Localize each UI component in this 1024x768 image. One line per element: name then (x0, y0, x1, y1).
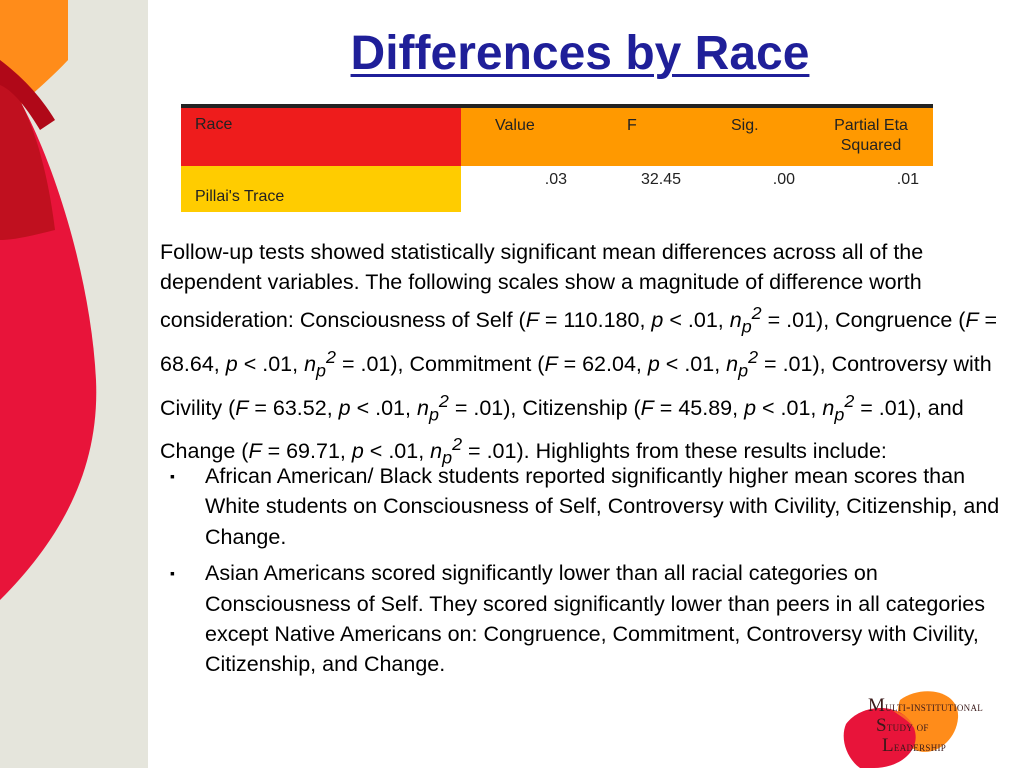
text-segment: = 62.04, (557, 351, 648, 376)
logo-line-1 (868, 696, 983, 716)
text-segment: < .01, (663, 307, 730, 332)
stat-symbol: n (726, 351, 739, 376)
stat-superscript: 2 (748, 346, 759, 367)
stat-symbol: F (248, 439, 262, 464)
text-segment: = 68.64, (160, 307, 998, 376)
stat-subscript: p (428, 403, 439, 424)
value-cell: .03 (544, 171, 567, 188)
logo-word: ulti-institutional (885, 699, 984, 714)
text-segment: = .01), Controversy with Civility ( (160, 351, 992, 420)
logo-line-2 (868, 716, 983, 736)
row-values-cell (461, 166, 933, 212)
stat-symbol: p (338, 395, 351, 420)
slide-title: Differences by Race (350, 27, 810, 80)
stat-superscript: 2 (751, 302, 762, 323)
text-segment: = 69.71, (261, 439, 352, 464)
stat-symbol: n (416, 395, 429, 420)
stat-symbol: F (235, 395, 249, 420)
text-segment: = .01), Congruence ( (761, 307, 966, 332)
logo-line-3 (868, 736, 983, 756)
text-segment: = .01), and Change ( (160, 395, 964, 464)
stat-superscript: 2 (438, 390, 449, 411)
text-segment: = 45.89, (653, 395, 745, 420)
text-segment: < .01, (237, 351, 305, 376)
stat-symbol: p (744, 395, 757, 420)
header-partial-eta (823, 116, 919, 156)
stat-symbol: p (651, 307, 664, 332)
stat-symbol: n (430, 439, 443, 464)
text-segment: Follow-up tests showed statistically significant mean differences across all of the dependent variables. The following scales show a magnitude of difference worth consideration: Consciousness of Self ( (160, 240, 924, 332)
logo-word: eadership (893, 739, 947, 754)
stat-symbol: F (544, 351, 558, 376)
stat-subscript: p (442, 447, 453, 468)
stat-symbol: n (729, 307, 742, 332)
header-values-cell (461, 108, 933, 166)
logo-cap: M (868, 695, 886, 716)
text-segment: = 63.52, (248, 395, 339, 420)
stat-symbol: F (965, 307, 979, 332)
stat-superscript: 2 (326, 346, 336, 367)
stat-subscript: p (316, 360, 326, 381)
header-eta-line2: Squared (840, 137, 902, 154)
header-sig: Sig. (731, 117, 759, 134)
eta-cell: .01 (896, 171, 919, 188)
table-header-row (181, 108, 933, 166)
square-bullet-icon: ▪ (170, 468, 175, 484)
text-segment: < .01, (363, 439, 431, 464)
stat-symbol: p (647, 351, 660, 376)
list-item (170, 558, 1020, 680)
stat-symbol: n (822, 395, 835, 420)
text-segment: < .01, (350, 395, 417, 420)
text-segment: = .01). Highlights from these results include: (462, 439, 887, 464)
stat-subscript: p (741, 316, 752, 337)
stat-subscript: p (738, 360, 749, 381)
text-segment: < .01, (756, 395, 823, 420)
header-value: Value (495, 117, 535, 134)
text-segment: = 110.180, (538, 307, 652, 332)
list-item-text: African American/ Black students reported significantly higher mean scores than White students on Consciousness of Self, Controversy with Civility, Citizenship, and Change. (205, 464, 1000, 549)
text-segment: = .01), Citizenship ( (448, 395, 641, 420)
stat-symbol: p (225, 351, 238, 376)
sig-cell: .00 (772, 171, 795, 188)
stat-symbol: F (525, 307, 539, 332)
table-row (181, 166, 933, 212)
msl-logo-text (868, 696, 983, 756)
square-bullet-icon: ▪ (170, 565, 175, 582)
list-item-text: Asian Americans scored significantly lower than all racial categories on Consciousness of Self. They scored significantly lower than peers in all categories except Native Americans on: Congruence, Commitment, Controversy with Civility, Citizenship, and Change. (205, 561, 985, 677)
header-eta-line1: Partial Eta (834, 117, 908, 134)
logo-cap: L (882, 735, 894, 756)
stat-symbol: F (640, 395, 654, 420)
stat-superscript: 2 (844, 390, 855, 411)
results-paragraph (160, 237, 1015, 473)
text-segment: = .01), Commitment ( (335, 351, 545, 376)
text-segment: < .01, (659, 351, 727, 376)
list-item (170, 461, 1020, 552)
stat-symbol: n (304, 351, 317, 376)
highlights-list (170, 461, 1020, 686)
stat-symbol: p (351, 439, 364, 464)
header-f: F (627, 117, 637, 134)
f-cell: 32.45 (640, 171, 681, 188)
stat-subscript: p (834, 403, 845, 424)
decorative-left-band (0, 0, 148, 768)
manova-results-table (181, 104, 933, 212)
stat-superscript: 2 (452, 434, 463, 455)
logo-word: tudy of (886, 719, 929, 734)
row-label-pillais-trace: Pillai's Trace (181, 166, 461, 212)
logo-cap: S (876, 715, 887, 736)
header-race-cell: Race (181, 108, 461, 166)
